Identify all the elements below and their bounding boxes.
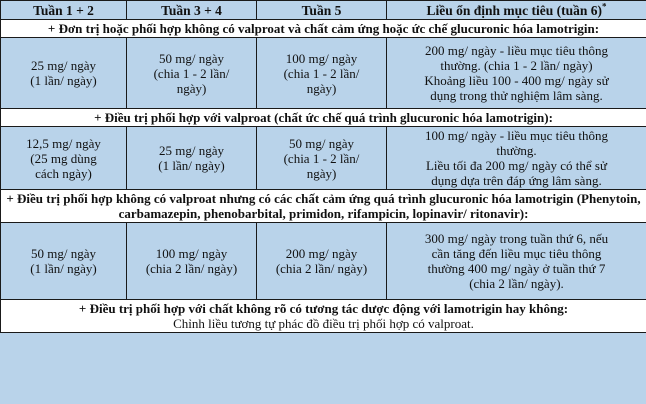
dose-row (1, 127, 646, 190)
dose-text: (1 lần/ ngày) (30, 261, 97, 276)
dose-text: Khoảng liều 100 - 400 mg/ ngày sử (424, 73, 609, 88)
dose-cell-week-1-2 (1, 223, 127, 300)
dose-text: ngày) (176, 80, 207, 96)
header-row (1, 1, 646, 20)
section-title: + Điều trị phối hợp với valproat (chất ức chế quá trình glucuronic hóa lamotrigin): (1, 109, 646, 127)
dose-text: 100 mg/ ngày - liều mục tiêu thông (424, 128, 609, 143)
dose-text: (25 mg dùng (30, 150, 97, 166)
dose-row (1, 223, 646, 300)
dose-text: (chia 1 - 2 lần/ (153, 65, 230, 81)
dose-text: Liều tối đa 200 mg/ ngày có thể sử (425, 158, 608, 173)
dose-cell-target (387, 127, 646, 190)
dose-text: 12,5 mg/ ngày (26, 135, 101, 151)
dose-cell-week-1-2 (1, 127, 127, 190)
dose-text: 50 mg/ ngày (31, 246, 96, 261)
dose-cell-week-3-4 (127, 127, 257, 190)
dose-text: ngày) (306, 165, 337, 181)
dose-cell-week-3-4 (127, 38, 257, 109)
header-footnote-mark: * (602, 1, 607, 11)
dose-cell-week-5 (257, 38, 387, 109)
dose-cell-target (387, 38, 646, 109)
dose-text: 100 mg/ ngày (155, 246, 228, 261)
section-row (1, 109, 646, 127)
dose-text: (1 lần/ ngày) (158, 158, 225, 173)
header-target-dose-label: Liều ổn định mục tiêu (tuần 6) (426, 2, 603, 18)
dose-text: (chia 2 lần/ ngày). (469, 276, 564, 291)
dose-text: 100 mg/ ngày (285, 50, 358, 66)
dose-text: (chia 2 lần/ ngày) (145, 261, 238, 276)
dose-text: cần tăng đến liều mục tiêu thông (431, 246, 602, 261)
section-row (1, 20, 646, 38)
dose-text: 300 mg/ ngày trong tuần thứ 6, nếu (424, 231, 609, 246)
note-text: Chỉnh liều tương tự phác đồ điều trị phối hợp có valproat. (173, 316, 474, 331)
dose-text: (1 lần/ ngày) (30, 73, 97, 88)
dose-text: 25 mg/ ngày (159, 143, 224, 158)
dose-text: (chia 1 - 2 lần/ (283, 65, 360, 81)
dose-text: 50 mg/ ngày (159, 50, 224, 66)
note-row (1, 300, 646, 333)
dose-text: thường. (496, 143, 537, 158)
dose-text: 200 mg/ ngày (285, 246, 358, 261)
section-title: + Điều trị phối hợp không có valproat nhưng có các chất cảm ứng quá trình glucuronic hóa lamotrigin (Phenytoin, carbamazepin, phenobarbital, primidon, rifampicin, lopinavir/ ritonavir): (1, 190, 646, 223)
dose-text: ngày) (306, 80, 337, 96)
note-title: + Điều trị phối hợp với chất không rõ có tương tác dược động với lamotrigin hay không: (78, 301, 569, 316)
section-title: + Đơn trị hoặc phối hợp không có valproat và chất cảm ứng hoặc ức chế glucuronic hóa lamotrigin: (1, 20, 646, 38)
dose-cell-week-3-4 (127, 223, 257, 300)
dose-text: dụng trong thử nghiệm lâm sàng. (430, 88, 603, 103)
dose-text: thường. (chia 1 - 2 lần/ ngày) (440, 58, 593, 73)
dose-text: (chia 2 lần/ ngày) (275, 261, 368, 276)
header-weeks-1-2: Tuần 1 + 2 (1, 1, 127, 20)
dose-cell-week-5 (257, 223, 387, 300)
dose-cell-week-5 (257, 127, 387, 190)
header-week-5: Tuần 5 (257, 1, 387, 20)
header-target-dose (387, 1, 646, 20)
note-cell (1, 300, 646, 333)
dose-cell-target (387, 223, 646, 300)
dose-row (1, 38, 646, 109)
dose-text: thường 400 mg/ ngày ở tuần thứ 7 (427, 261, 606, 276)
dose-text: dụng dựa trên đáp ứng lâm sàng. (431, 173, 602, 188)
section-row (1, 190, 646, 223)
dose-text: 50 mg/ ngày (289, 135, 354, 151)
dose-text: (chia 1 - 2 lần/ (283, 150, 360, 166)
header-weeks-3-4: Tuần 3 + 4 (127, 1, 257, 20)
dose-cell-week-1-2 (1, 38, 127, 109)
dose-text: 200 mg/ ngày - liều mục tiêu thông (424, 43, 609, 58)
dose-text: cách ngày) (35, 165, 92, 181)
dose-text: 25 mg/ ngày (31, 58, 96, 73)
